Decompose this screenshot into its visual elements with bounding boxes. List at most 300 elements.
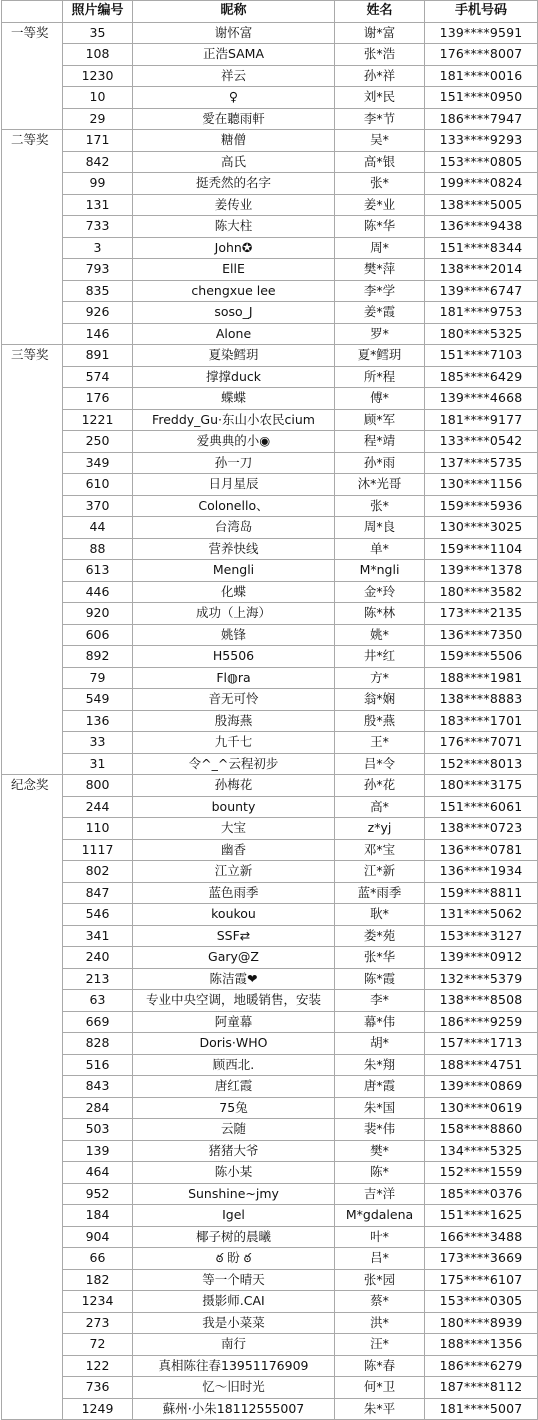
- nickname-cell: 姚锋: [133, 624, 335, 646]
- name-cell: 金*玲: [335, 581, 425, 603]
- award-level: 纪念奖: [2, 775, 63, 1420]
- name-cell: 张*华: [335, 947, 425, 969]
- table-row: [2, 409, 538, 431]
- name-cell: 朱*平: [335, 1398, 425, 1420]
- nickname-cell: Fl◍ra: [133, 667, 335, 689]
- nickname-cell: 谢怀富: [133, 22, 335, 44]
- nickname-cell: Alone: [133, 323, 335, 345]
- nickname-cell: 爱典典的小◉: [133, 431, 335, 453]
- table-row: [2, 194, 538, 216]
- name-cell: 周*良: [335, 517, 425, 539]
- phone-cell: 181****5007: [425, 1398, 538, 1420]
- photo-id-cell: 176: [63, 388, 133, 410]
- name-cell: 姜*业: [335, 194, 425, 216]
- header-name: 姓名: [335, 1, 425, 23]
- phone-cell: 188****1356: [425, 1334, 538, 1356]
- nickname-cell: John✪: [133, 237, 335, 259]
- nickname-cell: 孙一刀: [133, 452, 335, 474]
- photo-id-cell: 44: [63, 517, 133, 539]
- name-cell: 张*浩: [335, 44, 425, 66]
- phone-cell: 131****5062: [425, 904, 538, 926]
- table-row: [2, 495, 538, 517]
- photo-id-cell: 10: [63, 87, 133, 109]
- photo-id-cell: 793: [63, 259, 133, 281]
- photo-id-cell: 606: [63, 624, 133, 646]
- nickname-cell: 九千七: [133, 732, 335, 754]
- table-row: [2, 732, 538, 754]
- name-cell: M*gdalena: [335, 1205, 425, 1227]
- phone-cell: 153****0805: [425, 151, 538, 173]
- name-cell: 耿*: [335, 904, 425, 926]
- nickname-cell: 夏染鳕玥: [133, 345, 335, 367]
- phone-cell: 138****8883: [425, 689, 538, 711]
- photo-id-cell: 213: [63, 968, 133, 990]
- table-row: [2, 345, 538, 367]
- table-row: [2, 581, 538, 603]
- phone-cell: 186****9259: [425, 1011, 538, 1033]
- phone-cell: 136****9438: [425, 216, 538, 238]
- table-row: [2, 431, 538, 453]
- table-row: [2, 151, 538, 173]
- name-cell: 邓*宝: [335, 839, 425, 861]
- phone-cell: 173****3669: [425, 1248, 538, 1270]
- table-row: [2, 323, 538, 345]
- phone-cell: 158****8860: [425, 1119, 538, 1141]
- photo-id-cell: 1221: [63, 409, 133, 431]
- phone-cell: 180****5325: [425, 323, 538, 345]
- name-cell: 樊*: [335, 1140, 425, 1162]
- nickname-cell: Doris·WHO: [133, 1033, 335, 1055]
- nickname-cell: 大宝: [133, 818, 335, 840]
- name-cell: 张*园: [335, 1269, 425, 1291]
- photo-id-cell: 284: [63, 1097, 133, 1119]
- nickname-cell: 化蝶: [133, 581, 335, 603]
- award-level: 一等奖: [2, 22, 63, 130]
- nickname-cell: 顾西北.: [133, 1054, 335, 1076]
- name-cell: 吕*令: [335, 753, 425, 775]
- name-cell: 殷*燕: [335, 710, 425, 732]
- name-cell: 朱*翔: [335, 1054, 425, 1076]
- table-row: [2, 925, 538, 947]
- table-row: [2, 818, 538, 840]
- phone-cell: 181****9753: [425, 302, 538, 324]
- table-row: [2, 796, 538, 818]
- nickname-cell: 椰子树的晨曦: [133, 1226, 335, 1248]
- photo-id-cell: 892: [63, 646, 133, 668]
- winners-table: [1, 0, 538, 1420]
- name-cell: 朱*国: [335, 1097, 425, 1119]
- name-cell: 刘*民: [335, 87, 425, 109]
- phone-cell: 186****7947: [425, 108, 538, 130]
- table-row: [2, 1269, 538, 1291]
- nickname-cell: 75兔: [133, 1097, 335, 1119]
- table-row: [2, 990, 538, 1012]
- photo-id-cell: 33: [63, 732, 133, 754]
- phone-cell: 151****7103: [425, 345, 538, 367]
- nickname-cell: Colonello、: [133, 495, 335, 517]
- table-row: [2, 108, 538, 130]
- nickname-cell: 我是小菜菜: [133, 1312, 335, 1334]
- photo-id-cell: 926: [63, 302, 133, 324]
- photo-id-cell: 273: [63, 1312, 133, 1334]
- name-cell: 孙*雨: [335, 452, 425, 474]
- nickname-cell: Gary@Z: [133, 947, 335, 969]
- phone-cell: 130****1156: [425, 474, 538, 496]
- table-row: [2, 1162, 538, 1184]
- name-cell: 汪*: [335, 1334, 425, 1356]
- phone-cell: 151****6061: [425, 796, 538, 818]
- photo-id-cell: 503: [63, 1119, 133, 1141]
- phone-cell: 187****8112: [425, 1377, 538, 1399]
- table-row: [2, 237, 538, 259]
- table-row: [2, 1248, 538, 1270]
- phone-cell: 151****8344: [425, 237, 538, 259]
- nickname-cell: Igel: [133, 1205, 335, 1227]
- phone-cell: 159****1104: [425, 538, 538, 560]
- nickname-cell: 正浩SAMA: [133, 44, 335, 66]
- nickname-cell: koukou: [133, 904, 335, 926]
- table-row: [2, 1334, 538, 1356]
- photo-id-cell: 549: [63, 689, 133, 711]
- nickname-cell: ఠ 盼 ఠ: [133, 1248, 335, 1270]
- nickname-cell: 撑撑duck: [133, 366, 335, 388]
- name-cell: 罗*: [335, 323, 425, 345]
- phone-cell: 139****1378: [425, 560, 538, 582]
- nickname-cell: 高氏: [133, 151, 335, 173]
- name-cell: 夏*鳕玥: [335, 345, 425, 367]
- header-photo-id: 照片编号: [63, 1, 133, 23]
- name-cell: 顾*军: [335, 409, 425, 431]
- nickname-cell: 蘇州·小朱18112555007: [133, 1398, 335, 1420]
- photo-id-cell: 182: [63, 1269, 133, 1291]
- phone-cell: 173****2135: [425, 603, 538, 625]
- photo-id-cell: 1117: [63, 839, 133, 861]
- header-award: [2, 1, 63, 23]
- nickname-cell: H5506: [133, 646, 335, 668]
- photo-id-cell: 341: [63, 925, 133, 947]
- name-cell: 姚*: [335, 624, 425, 646]
- name-cell: 周*: [335, 237, 425, 259]
- table-row: [2, 216, 538, 238]
- photo-id-cell: 35: [63, 22, 133, 44]
- table-row: [2, 624, 538, 646]
- table-row: [2, 904, 538, 926]
- phone-cell: 166****3488: [425, 1226, 538, 1248]
- photo-id-cell: 108: [63, 44, 133, 66]
- phone-cell: 180****3175: [425, 775, 538, 797]
- table-row: [2, 517, 538, 539]
- nickname-cell: 摄影师.CAI: [133, 1291, 335, 1313]
- name-cell: 陈*华: [335, 216, 425, 238]
- photo-id-cell: 516: [63, 1054, 133, 1076]
- table-row: [2, 1076, 538, 1098]
- nickname-cell: Freddy_Gu·东山小农民cium: [133, 409, 335, 431]
- photo-id-cell: 136: [63, 710, 133, 732]
- photo-id-cell: 1230: [63, 65, 133, 87]
- name-cell: 江*新: [335, 861, 425, 883]
- photo-id-cell: 891: [63, 345, 133, 367]
- phone-cell: 137****5735: [425, 452, 538, 474]
- name-cell: 唐*霞: [335, 1076, 425, 1098]
- photo-id-cell: 802: [63, 861, 133, 883]
- table-row: [2, 1205, 538, 1227]
- photo-id-cell: 370: [63, 495, 133, 517]
- photo-id-cell: 842: [63, 151, 133, 173]
- nickname-cell: 南行: [133, 1334, 335, 1356]
- table-row: [2, 947, 538, 969]
- table-row: [2, 173, 538, 195]
- name-cell: 方*: [335, 667, 425, 689]
- table-row: [2, 538, 538, 560]
- nickname-cell: 陈大柱: [133, 216, 335, 238]
- phone-cell: 157****1713: [425, 1033, 538, 1055]
- name-cell: 幕*伟: [335, 1011, 425, 1033]
- photo-id-cell: 610: [63, 474, 133, 496]
- phone-cell: 138****0723: [425, 818, 538, 840]
- name-cell: 陈*林: [335, 603, 425, 625]
- nickname-cell: 云随: [133, 1119, 335, 1141]
- nickname-cell: 专业中央空调，地暖销售，安装: [133, 990, 335, 1012]
- table-row: [2, 1119, 538, 1141]
- phone-cell: 180****8939: [425, 1312, 538, 1334]
- nickname-cell: 幽香: [133, 839, 335, 861]
- name-cell: 傅*: [335, 388, 425, 410]
- name-cell: 翁*娴: [335, 689, 425, 711]
- nickname-cell: 挺秃然的名字: [133, 173, 335, 195]
- nickname-cell: 愛在聽雨軒: [133, 108, 335, 130]
- table-row: [2, 302, 538, 324]
- name-cell: 吴*: [335, 130, 425, 152]
- phone-cell: 176****7071: [425, 732, 538, 754]
- nickname-cell: ♀: [133, 87, 335, 109]
- phone-cell: 185****6429: [425, 366, 538, 388]
- photo-id-cell: 736: [63, 1377, 133, 1399]
- photo-id-cell: 800: [63, 775, 133, 797]
- table-row: [2, 689, 538, 711]
- photo-id-cell: 1249: [63, 1398, 133, 1420]
- nickname-cell: bounty: [133, 796, 335, 818]
- nickname-cell: 忆～旧时光: [133, 1377, 335, 1399]
- phone-cell: 139****0869: [425, 1076, 538, 1098]
- phone-cell: 176****8007: [425, 44, 538, 66]
- name-cell: 姜*霞: [335, 302, 425, 324]
- name-cell: 张*: [335, 495, 425, 517]
- name-cell: 所*程: [335, 366, 425, 388]
- name-cell: 谢*富: [335, 22, 425, 44]
- table-row: [2, 280, 538, 302]
- nickname-cell: soso_J: [133, 302, 335, 324]
- photo-id-cell: 250: [63, 431, 133, 453]
- photo-id-cell: 29: [63, 108, 133, 130]
- table-row: [2, 1033, 538, 1055]
- photo-id-cell: 122: [63, 1355, 133, 1377]
- table-row: [2, 44, 538, 66]
- phone-cell: 130****3025: [425, 517, 538, 539]
- table-row: [2, 882, 538, 904]
- photo-id-cell: 3: [63, 237, 133, 259]
- phone-cell: 151****1625: [425, 1205, 538, 1227]
- award-level: 二等奖: [2, 130, 63, 345]
- table-row: [2, 1183, 538, 1205]
- photo-id-cell: 139: [63, 1140, 133, 1162]
- photo-id-cell: 79: [63, 667, 133, 689]
- photo-id-cell: 904: [63, 1226, 133, 1248]
- phone-cell: 136****7350: [425, 624, 538, 646]
- photo-id-cell: 88: [63, 538, 133, 560]
- nickname-cell: 蓝色雨季: [133, 882, 335, 904]
- nickname-cell: Sunshine~jmy: [133, 1183, 335, 1205]
- table-row: [2, 775, 538, 797]
- phone-cell: 181****9177: [425, 409, 538, 431]
- photo-id-cell: 835: [63, 280, 133, 302]
- name-cell: 高*: [335, 796, 425, 818]
- photo-id-cell: 613: [63, 560, 133, 582]
- table-row: [2, 452, 538, 474]
- phone-cell: 139****9591: [425, 22, 538, 44]
- table-row: [2, 1398, 538, 1420]
- phone-cell: 132****5379: [425, 968, 538, 990]
- table-row: [2, 861, 538, 883]
- photo-id-cell: 99: [63, 173, 133, 195]
- table-row: [2, 474, 538, 496]
- phone-cell: 186****6279: [425, 1355, 538, 1377]
- phone-cell: 138****5005: [425, 194, 538, 216]
- photo-id-cell: 574: [63, 366, 133, 388]
- header-row: [2, 1, 538, 23]
- nickname-cell: 陈小某: [133, 1162, 335, 1184]
- nickname-cell: 成功（上海）: [133, 603, 335, 625]
- phone-cell: 151****0950: [425, 87, 538, 109]
- name-cell: 程*靖: [335, 431, 425, 453]
- phone-cell: 139****0912: [425, 947, 538, 969]
- name-cell: 张*: [335, 173, 425, 195]
- phone-cell: 159****5936: [425, 495, 538, 517]
- photo-id-cell: 131: [63, 194, 133, 216]
- nickname-cell: 糖僧: [133, 130, 335, 152]
- photo-id-cell: 240: [63, 947, 133, 969]
- phone-cell: 183****1701: [425, 710, 538, 732]
- table-row: [2, 1355, 538, 1377]
- table-row: [2, 65, 538, 87]
- name-cell: 吕*: [335, 1248, 425, 1270]
- table-body: [2, 22, 538, 1420]
- photo-id-cell: 733: [63, 216, 133, 238]
- phone-cell: 138****8508: [425, 990, 538, 1012]
- table-row: [2, 87, 538, 109]
- table-row: [2, 753, 538, 775]
- table-row: [2, 1291, 538, 1313]
- photo-id-cell: 669: [63, 1011, 133, 1033]
- table-row: [2, 667, 538, 689]
- nickname-cell: 等一个晴天: [133, 1269, 335, 1291]
- phone-cell: 153****3127: [425, 925, 538, 947]
- nickname-cell: 令^_^云程初步: [133, 753, 335, 775]
- table-row: [2, 366, 538, 388]
- name-cell: 高*银: [335, 151, 425, 173]
- photo-id-cell: 847: [63, 882, 133, 904]
- nickname-cell: 蝶蝶: [133, 388, 335, 410]
- phone-cell: 159****8811: [425, 882, 538, 904]
- phone-cell: 133****0542: [425, 431, 538, 453]
- photo-id-cell: 464: [63, 1162, 133, 1184]
- nickname-cell: EllE: [133, 259, 335, 281]
- photo-id-cell: 63: [63, 990, 133, 1012]
- photo-id-cell: 952: [63, 1183, 133, 1205]
- nickname-cell: 音无可怜: [133, 689, 335, 711]
- nickname-cell: 祥云: [133, 65, 335, 87]
- nickname-cell: 阿童幕: [133, 1011, 335, 1033]
- table-row: [2, 646, 538, 668]
- nickname-cell: 唐红霞: [133, 1076, 335, 1098]
- name-cell: 蓝*雨季: [335, 882, 425, 904]
- phone-cell: 152****1559: [425, 1162, 538, 1184]
- name-cell: 单*: [335, 538, 425, 560]
- nickname-cell: 营养快线: [133, 538, 335, 560]
- table-row: [2, 839, 538, 861]
- photo-id-cell: 146: [63, 323, 133, 345]
- nickname-cell: 猪猪大爷: [133, 1140, 335, 1162]
- name-cell: 陈*: [335, 1162, 425, 1184]
- table-row: [2, 1054, 538, 1076]
- phone-cell: 152****8013: [425, 753, 538, 775]
- phone-cell: 188****4751: [425, 1054, 538, 1076]
- nickname-cell: 孙梅花: [133, 775, 335, 797]
- phone-cell: 153****0305: [425, 1291, 538, 1313]
- name-cell: 井*红: [335, 646, 425, 668]
- name-cell: 李*学: [335, 280, 425, 302]
- photo-id-cell: 828: [63, 1033, 133, 1055]
- name-cell: 何*卫: [335, 1377, 425, 1399]
- photo-id-cell: 244: [63, 796, 133, 818]
- phone-cell: 175****6107: [425, 1269, 538, 1291]
- table-row: [2, 710, 538, 732]
- photo-id-cell: 72: [63, 1334, 133, 1356]
- table-row: [2, 1140, 538, 1162]
- table-row: [2, 22, 538, 44]
- name-cell: 裴*伟: [335, 1119, 425, 1141]
- nickname-cell: Mengli: [133, 560, 335, 582]
- photo-id-cell: 110: [63, 818, 133, 840]
- table-row: [2, 1097, 538, 1119]
- nickname-cell: 姜传业: [133, 194, 335, 216]
- photo-id-cell: 446: [63, 581, 133, 603]
- phone-cell: 199****0824: [425, 173, 538, 195]
- photo-id-cell: 31: [63, 753, 133, 775]
- name-cell: M*ngli: [335, 560, 425, 582]
- phone-cell: 188****1981: [425, 667, 538, 689]
- name-cell: 叶*: [335, 1226, 425, 1248]
- name-cell: 沐*光哥: [335, 474, 425, 496]
- phone-cell: 130****0619: [425, 1097, 538, 1119]
- nickname-cell: SSF⇄: [133, 925, 335, 947]
- photo-id-cell: 1234: [63, 1291, 133, 1313]
- nickname-cell: 陈洁霞❤: [133, 968, 335, 990]
- header-phone: 手机号码: [425, 1, 538, 23]
- nickname-cell: chengxue lee: [133, 280, 335, 302]
- nickname-cell: 台湾岛: [133, 517, 335, 539]
- photo-id-cell: 920: [63, 603, 133, 625]
- table-row: [2, 1312, 538, 1334]
- table-row: [2, 1226, 538, 1248]
- phone-cell: 159****5506: [425, 646, 538, 668]
- photo-id-cell: 349: [63, 452, 133, 474]
- name-cell: 胡*: [335, 1033, 425, 1055]
- table-row: [2, 1011, 538, 1033]
- photo-id-cell: 66: [63, 1248, 133, 1270]
- name-cell: 蔡*: [335, 1291, 425, 1313]
- phone-cell: 133****9293: [425, 130, 538, 152]
- phone-cell: 134****5325: [425, 1140, 538, 1162]
